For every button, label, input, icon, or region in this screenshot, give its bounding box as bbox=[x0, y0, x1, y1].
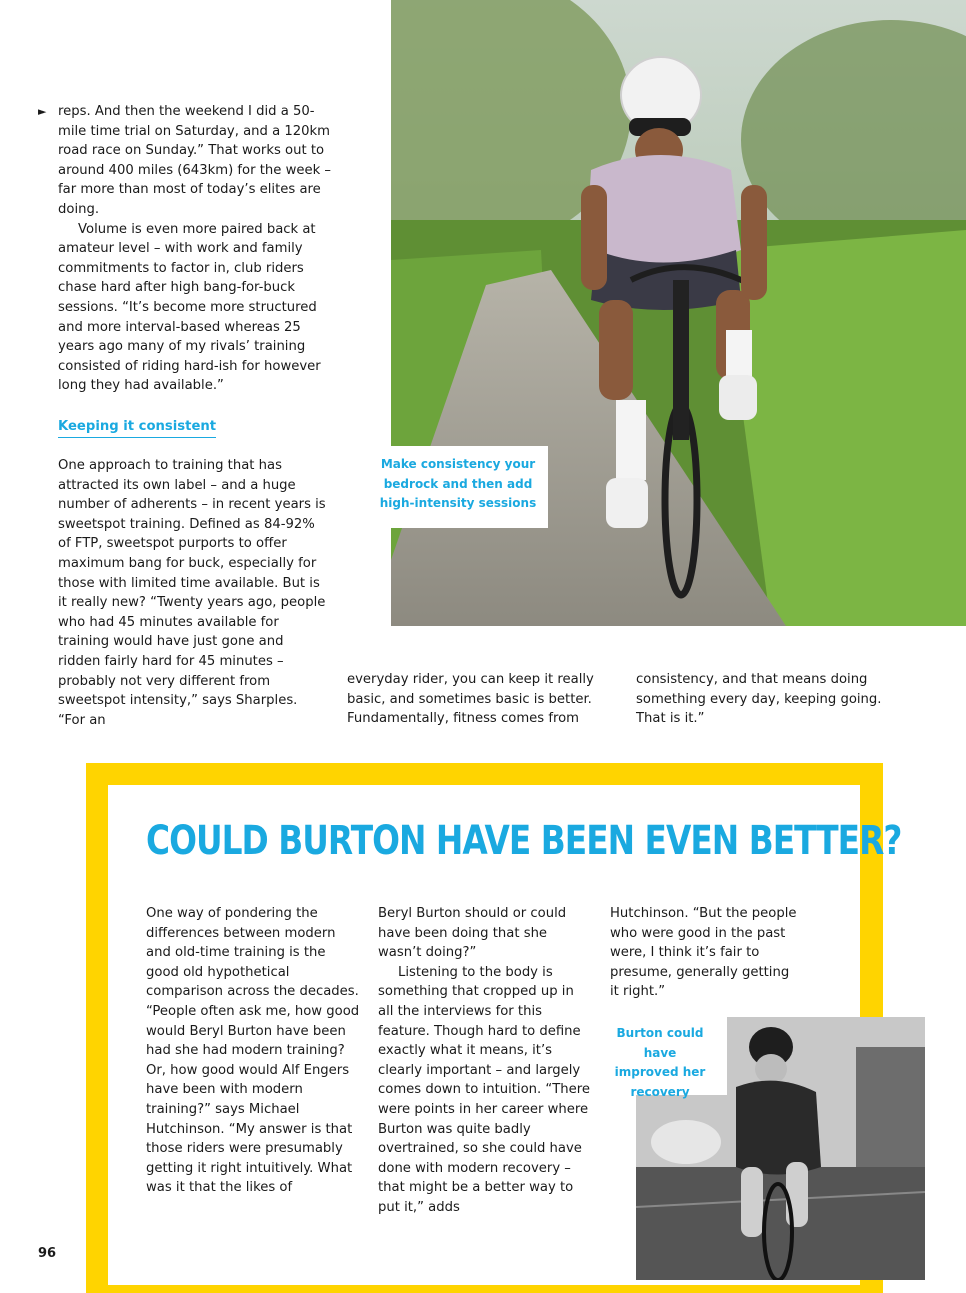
body-column-1 bbox=[58, 102, 333, 396]
body-paragraph: everyday rider, you can keep it really basic, and sometimes basic is better. Fundamentally, fitness comes from bbox=[347, 672, 594, 727]
boxout-paragraph: Listening to the body is something that cropped up in all the interviews for this feature. Though hard to define exactly what it means, it’s clearly important – and largely comes down to intuition. “There were points in her career where Burton was quite badly overtrained, so she could have done with modern recovery – that might be a better way to put it,” adds bbox=[378, 964, 591, 1215]
continue-arrow-icon: ► bbox=[38, 105, 47, 118]
boxout-paragraph: Hutchinson. “But the people who were good in the past were, I think it’s fair to presume, generally getting it right.” bbox=[610, 906, 797, 1000]
body-column-3 bbox=[636, 670, 906, 729]
page-number: 96 bbox=[38, 1246, 57, 1261]
body-paragraph: consistency, and that means doing something every day, keeping going. That is it.” bbox=[636, 672, 882, 727]
body-paragraph: One approach to training that has attracted its own label – and a huge number of adherents – in recent years is sweetspot training. Defined as 84-92% of FTP, sweetspot purports to offer maximum bang for buck, especially for those with limited time available. But is it really new? “Twenty years ago, people who had 45 minutes available for training would have just gone and ridden fairly hard for 45 minutes – probably not very different from sweetspot intensity,” says Sharples. “For an bbox=[58, 458, 326, 728]
boxout-paragraph: Beryl Burton should or could have been doing that she wasn’t doing?” bbox=[378, 906, 567, 961]
body-column-2 bbox=[347, 670, 617, 729]
subheading: Keeping it consistent bbox=[58, 419, 216, 438]
body-paragraph: Volume is even more paired back at amateur level – with work and family commitments to factor in, club riders chase hard after high bang-for-buck sessions. “It’s become more structured and more interval-based whereas 25 years ago many of my rivals’ training consisted of riding hard-ish for however long they had available.” bbox=[58, 221, 321, 394]
body-paragraph: reps. And then the weekend I did a 50-mile time trial on Saturday, and a 120km road race on Sunday.” That works out to around 400 miles (643km) for the week – far more than most of today’s elites are doing. bbox=[58, 104, 332, 217]
boxout-column-3 bbox=[610, 904, 800, 1002]
boxout-column-2 bbox=[378, 904, 593, 1218]
boxout-title: COULD BURTON HAVE BEEN EVEN BETTER? bbox=[146, 818, 902, 864]
photo-caption: Burton could have improved her recovery bbox=[614, 1026, 706, 1099]
boxout-paragraph: One way of pondering the differences between modern and old-time training is the good old hypothetical comparison across the decades. “People often ask me, how good would Beryl Burton have been had she had modern training? Or, how good would Alf Engers have been with modern training?” says Michael Hutchinson. “My answer is that those riders were presumably getting it right intuitively. What was it that the likes of bbox=[146, 906, 360, 1196]
body-column-1b bbox=[58, 415, 326, 730]
cyclist-photo bbox=[391, 0, 966, 626]
photo-caption: Make consistency your bedrock and then add high-intensity sessions bbox=[368, 446, 548, 528]
boxout-column-1 bbox=[146, 904, 361, 1198]
